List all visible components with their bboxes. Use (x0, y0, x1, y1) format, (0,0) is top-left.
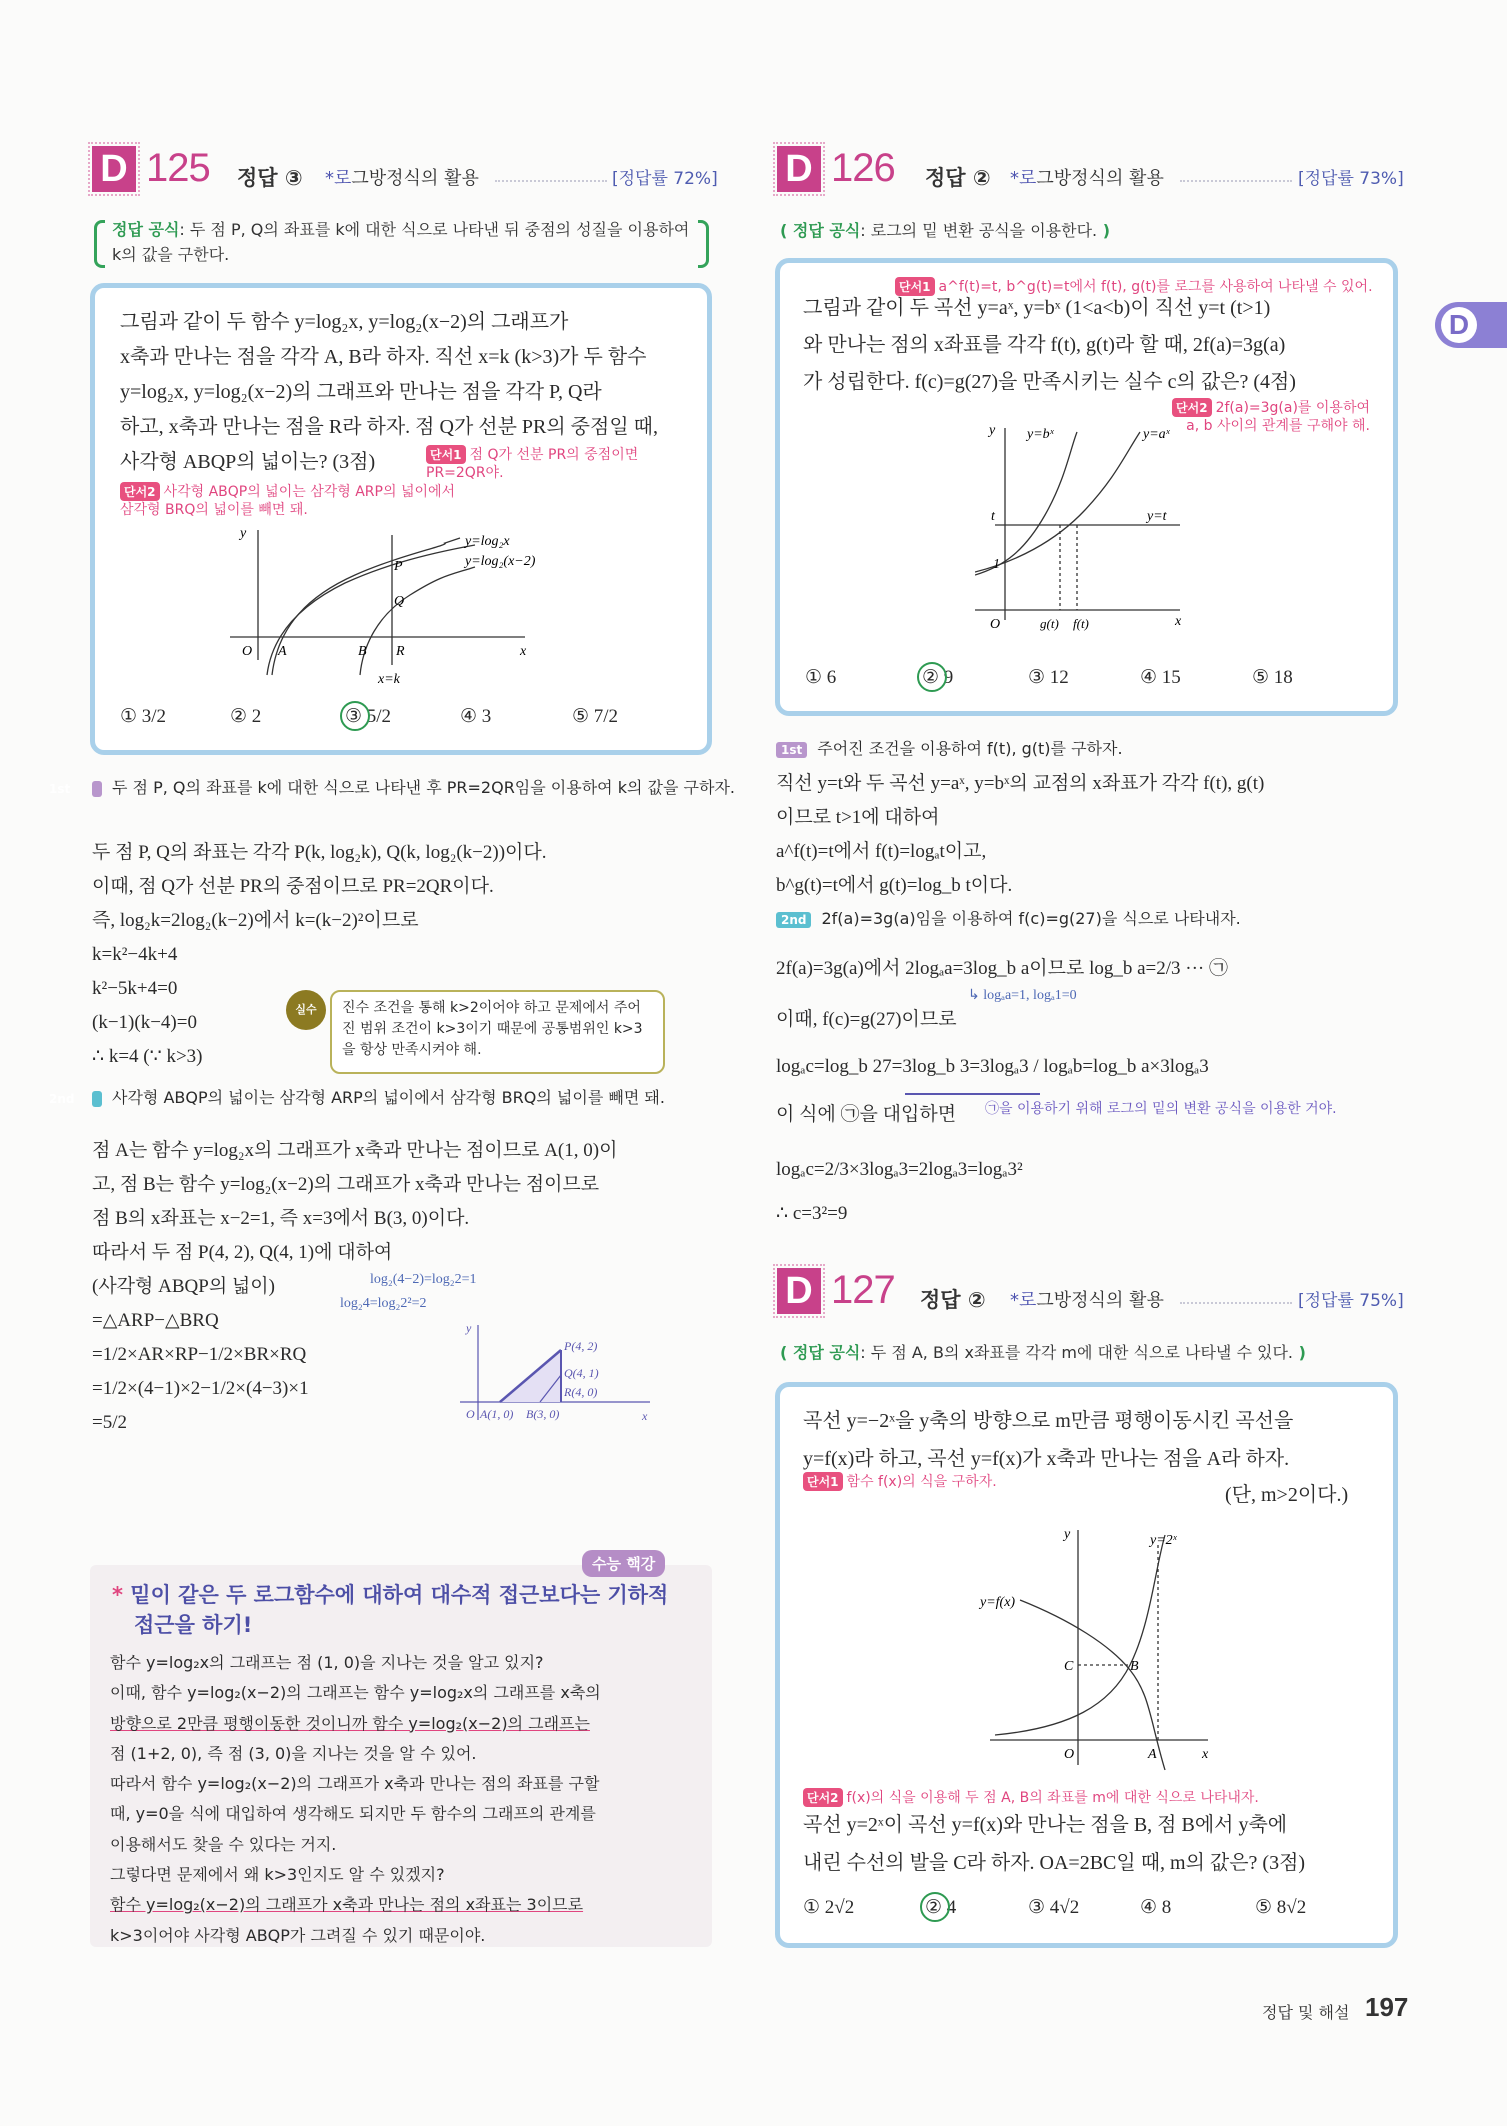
label-y-eq-t: y=t (1147, 509, 1167, 524)
label-y: y (240, 526, 247, 541)
problem-line: 그림과 같이 두 곡선 y=aˣ, y=bˣ (1<a<b)이 직선 y=t (t>1) (803, 297, 1271, 319)
solution-step-2 (49, 1086, 760, 1109)
answer-choices (0, 705, 720, 735)
answer-formula (112, 217, 697, 267)
formula-label: 정답 공식 (792, 1343, 861, 1362)
solution-line: (사각형 ABQP의 넓이) (92, 1276, 275, 1297)
label-q: Q (394, 594, 405, 609)
asterisk-icon: * (112, 1583, 123, 1607)
topic-label: *로그방정식의 활용 (325, 168, 479, 189)
choice-3[interactable]: ③ 12 (1028, 667, 1069, 688)
solution-line: 이때, f(c)=g(27)이므로 (776, 1009, 957, 1030)
label-b: B (1130, 1659, 1139, 1674)
choice-4[interactable]: ④ 8 (1140, 1897, 1172, 1918)
hint-1 (803, 1472, 997, 1491)
hint-text-1: 2f(a)=3g(a)를 이용하여 (1215, 400, 1370, 416)
label-a: A(1, 0) (480, 1407, 514, 1421)
choice-2-selected[interactable]: ② 4 (925, 1897, 957, 1918)
solution-step-1 (49, 776, 760, 799)
label-q: Q(4, 1) (564, 1366, 599, 1380)
choice-4[interactable]: ④ 15 (1140, 667, 1181, 688)
label-x: x (1175, 614, 1182, 629)
exp-graph-127 (960, 1520, 1220, 1775)
formula-label: 정답 공식 (112, 220, 180, 239)
label-c: C (1064, 1659, 1074, 1674)
problem-line: 그림과 같이 두 함수 y=log₂x, y=log₂(x−2)의 그래프가 (120, 311, 569, 333)
chapter-badge: D (777, 146, 821, 192)
curve-log2x-minus2 (360, 567, 475, 675)
step-tag: 1st (92, 781, 102, 797)
formula-text: : 두 점 P, Q의 좌표를 k에 대한 식으로 나타낸 뒤 중점의 성질을 이용하여 k의 값을 구한다. (112, 220, 690, 264)
solution-line: logₐc=log_b 27=3log_b 3=3logₐ3 / logₐb=log_b a×3logₐ3 (776, 1056, 1209, 1077)
problem-line: x축과 만나는 점을 각각 A, B라 하자. 직선 x=k (k>3)가 두 함수 (120, 346, 647, 368)
choice-3-selected[interactable]: ③ 5/2 (345, 706, 392, 727)
solution-line: 두 점 P, Q의 좌표는 각각 P(k, log₂k), Q(k, log₂(k−2))이다. (92, 842, 547, 863)
chapter-badge: D (92, 146, 136, 192)
core-title (112, 1580, 694, 1640)
step-text: 사각형 ABQP의 넓이는 삼각형 ARP의 넓이에서 삼각형 BRQ의 넓이를 빼면 돼. (112, 1088, 665, 1107)
label-y: y (1064, 1527, 1071, 1542)
hint-2 (120, 482, 460, 519)
topic-label: *로그방정식의 활용 (1010, 1290, 1164, 1311)
bracket-right (698, 220, 709, 268)
label-2-x: y=2ˣ (1150, 1533, 1177, 1548)
answer-label: 정답 ② (920, 1288, 986, 1312)
mistake-icon: 실수 (286, 990, 326, 1030)
solution-line: =5/2 (92, 1412, 127, 1433)
label-x: x (642, 1409, 648, 1423)
problem-text (803, 1402, 1293, 1478)
problem-line: y=f(x)라 하고, 곡선 y=f(x)가 x축과 만나는 점을 A라 하자. (803, 1448, 1290, 1470)
problem-number: 126 (831, 146, 895, 190)
solution-lines-1 (776, 767, 1264, 903)
hint-1 (426, 445, 656, 482)
solution-line: =△ARP−△BRQ (92, 1310, 219, 1331)
step-text: 주어진 조건을 이용하여 f(t), g(t)를 구하자. (817, 739, 1123, 758)
problem-text (803, 290, 1296, 401)
answer-formula: ( 정답 공식: 로그의 밑 변환 공식을 이용한다. ) (780, 221, 1111, 240)
solution-line: 고, 점 B는 함수 y=log₂(x−2)의 그래프가 x축과 만나는 점이므로 (92, 1174, 600, 1195)
hint-tag: 단서2 (803, 1788, 843, 1807)
label-y-ax: y=aˣ (1143, 427, 1170, 442)
solution-line: (k−1)(k−4)=0 (92, 1012, 197, 1033)
label-1: 1 (993, 557, 1000, 572)
label-o: O (242, 644, 253, 659)
exp-graph-126 (975, 420, 1205, 635)
choice-1[interactable]: ① 2√2 (803, 1897, 855, 1918)
solution-line: 2f(a)=3g(a)에서 2logₐa=3log_b a이므로 log_b a=2/3 ··· ㉠ (776, 958, 1229, 979)
core-line: 이용해서도 찾을 수 있다는 거지. (110, 1834, 337, 1854)
hint-text: 점 Q가 선분 PR의 중점이면 PR=2QR야. (426, 447, 639, 481)
solution-line: =1/2×(4−1)×2−1/2×(4−3)×1 (92, 1378, 309, 1399)
footer-label: 정답 및 해설 (1262, 2003, 1350, 2022)
choice-1[interactable]: ① 3/2 (120, 706, 167, 727)
solution-line: ∴ k=4 (∵ k>3) (92, 1046, 203, 1067)
solution-line: 이때, 점 Q가 선분 PR의 중점이므로 PR=2QR이다. (92, 876, 494, 897)
label-t: t (991, 509, 995, 524)
hint-tag: 단서1 (426, 445, 466, 464)
bracket-left (94, 220, 105, 268)
step-tag: 1st (776, 742, 807, 758)
label-y: y (466, 1321, 472, 1335)
problem-line: 사각형 ABQP의 넓이는? (3점) (120, 451, 376, 473)
chapter-letter: D (1441, 307, 1477, 343)
label-o: O (990, 617, 1001, 632)
solution-step-2 (776, 907, 1241, 930)
choice-3[interactable]: ③ 4√2 (1028, 1897, 1080, 1918)
core-line: 방향으로 2만큼 평행이동한 것이니까 함수 y=log₂(x−2)의 그래프는 (110, 1713, 590, 1733)
solution-line: k²−5k+4=0 (92, 978, 178, 999)
label-x: x (520, 644, 527, 659)
correct-rate: [정답률 72%] (612, 169, 718, 189)
note-q-value: log₂(4−2)=log₂2=1 (370, 1272, 477, 1287)
page-number: 197 (1365, 1992, 1409, 2022)
choice-1[interactable]: ① 6 (805, 667, 837, 688)
label-gt: g(t) (1040, 616, 1059, 631)
core-line: 점 (1+2, 0), 즉 점 (3, 0)을 지나는 것을 알 수 있어. (110, 1743, 477, 1763)
step-text: 2f(a)=3g(a)임을 이용하여 f(c)=g(27)을 식으로 나타내자. (821, 909, 1241, 928)
solution-line: b^g(t)=t에서 g(t)=log_b t이다. (776, 875, 1013, 896)
hint-tag: 단서2 (120, 482, 160, 501)
solution-line: 점 B의 x좌표는 x−2=1, 즉 x=3에서 B(3, 0)이다. (92, 1208, 470, 1229)
choice-4[interactable]: ④ 3 (460, 706, 492, 727)
hint-text-2: a, b 사이의 관계를 구해야 해. (1186, 418, 1370, 434)
core-title-text: 밑이 같은 두 로그함수에 대하여 대수적 접근보다는 기하적 접근을 하기! (130, 1583, 669, 1637)
label-p: P(4, 2) (564, 1339, 598, 1353)
hint-text: f(x)의 식을 이용해 두 점 A, B의 좌표를 m에 대한 식으로 나타내자. (846, 1790, 1259, 1806)
hint-text: a^f(t)=t, b^g(t)=t에서 f(t), g(t)를 로그를 사용하여 나타낼 수 있어. (938, 279, 1373, 295)
label-y-bx: y=bˣ (1027, 427, 1054, 442)
hint-2 (803, 1788, 1259, 1807)
label-o: O (466, 1407, 475, 1421)
solution-step-1 (776, 737, 1123, 760)
problem-line: 내린 수선의 발을 C라 하자. OA=2BC일 때, m의 값은? (3점) (803, 1852, 1306, 1874)
topic-label: *로그방정식의 활용 (1010, 168, 1164, 189)
formula-text: : 두 점 A, B의 x좌표를 각각 m에 대한 식으로 나타낼 수 있다. (860, 1343, 1293, 1362)
curve-a-x (975, 432, 1140, 572)
label-ft: f(t) (1073, 616, 1089, 631)
label-a: A (278, 644, 287, 659)
chapter-badge: D (777, 1268, 821, 1314)
core-line: 함수 y=log₂x의 그래프는 점 (1, 0)을 지나는 것을 알고 있지? (110, 1653, 544, 1672)
problem-text-2 (803, 1806, 1305, 1882)
step-text: 두 점 P, Q의 좌표를 k에 대한 식으로 나타낸 후 PR=2QR임을 이용하여 k의 값을 구하자. (112, 778, 735, 797)
divider (1180, 180, 1292, 182)
note-log-identity: ↳ logₐa=1, logₐ1=0 (968, 988, 1077, 1003)
problem-line: 하고, x축과 만나는 점을 R라 하자. 점 Q가 선분 PR의 중점일 때, (120, 416, 658, 438)
divider (495, 180, 607, 182)
solution-line: 이므로 t>1에 대하여 (776, 807, 940, 828)
label-f-x: y=f(x) (980, 1595, 1016, 1610)
label-x: x (1202, 1747, 1209, 1762)
core-line: k>3이어야 사각형 ABQP가 그려질 수 있기 때문이야. (110, 1925, 486, 1945)
label-o: O (1064, 1747, 1075, 1762)
correct-rate: [정답률 73%] (1298, 169, 1404, 189)
formula-label: 정답 공식 (792, 221, 861, 240)
divider (1180, 1302, 1292, 1304)
hint-text: 사각형 ABQP의 넓이는 삼각형 ARP의 넓이에서 삼각형 BRQ의 넓이를 빼면 돼. (120, 484, 456, 518)
core-line: 때, y=0을 식에 대입하여 생각해도 되지만 두 함수의 그래프의 관계를 (110, 1804, 596, 1824)
label-log2x-minus2: y=log₂(x−2) (465, 554, 536, 569)
problem-line: 곡선 y=2ˣ이 곡선 y=f(x)와 만나는 점을 B, 점 B에서 y축에 (803, 1814, 1288, 1836)
answer-label: 정답 ② (925, 166, 991, 190)
choice-5[interactable]: ⑤ 18 (1252, 667, 1293, 688)
core-line: 따라서 함수 y=log₂(x−2)의 그래프가 x축과 만나는 점의 좌표를 구할 (110, 1774, 600, 1794)
answer-label: 정답 ③ (237, 166, 303, 190)
step-tag: 2nd (92, 1091, 102, 1107)
answer-choices (0, 666, 1400, 696)
label-b: B (358, 644, 367, 659)
hint-tag: 단서1 (895, 277, 935, 296)
label-p: P (394, 559, 403, 574)
solution-line: k=k²−4k+4 (92, 944, 178, 965)
hint-tag: 단서1 (803, 1472, 843, 1491)
correct-rate: [정답률 75%] (1298, 1291, 1404, 1311)
curve-f-x (1020, 1600, 1165, 1770)
problem-number: 125 (146, 146, 210, 190)
choice-2[interactable]: ② 2 (230, 706, 262, 727)
hint-text: 함수 f(x)의 식을 구하자. (846, 1474, 997, 1490)
core-line: 이때, 함수 y=log₂(x−2)의 그래프는 함수 y=log₂x의 그래프를 x축의 (110, 1683, 601, 1703)
note-base-change: ㉠을 이용하기 위해 로그의 밑의 변환 공식을 이용한 거야. (985, 1101, 1337, 1117)
hint-tag: 단서2 (1172, 398, 1212, 417)
solution-line: 이 식에 ㉠을 대입하면 (776, 1104, 957, 1125)
core-lecture-tag: 수능 핵강 (582, 1550, 665, 1577)
step-tag: 2nd (776, 912, 811, 928)
core-line: 함수 y=log₂(x−2)의 그래프가 x축과 만나는 점의 x좌표는 3이므로 (110, 1895, 584, 1915)
problem-line: y=log₂x, y=log₂(x−2)의 그래프와 만나는 점을 각각 P, Q라 (120, 381, 602, 403)
choice-5[interactable]: ⑤ 7/2 (572, 706, 619, 727)
label-r: R (396, 644, 405, 659)
solution-line: =1/2×AR×RP−1/2×BR×RQ (92, 1344, 307, 1365)
curve-2-x (995, 1535, 1165, 1735)
problem-line: 와 만나는 점의 x좌표를 각각 f(t), g(t)라 할 때, 2f(a)=3g(a) (803, 334, 1286, 356)
problem-line: 가 성립한다. f(c)=g(27)을 만족시키는 실수 c의 값은? (4점) (803, 371, 1296, 393)
label-x-eq-k: x=k (378, 672, 400, 687)
area-diagram (460, 1320, 660, 1430)
solution-line: 점 A는 함수 y=log₂x의 그래프가 x축과 만나는 점이므로 A(1, 0)이 (92, 1140, 618, 1161)
core-line: 그렇다면 문제에서 왜 k>3인지도 알 수 있겠지? (110, 1865, 445, 1885)
solution-line: a^f(t)=t에서 f(t)=logₐt이고, (776, 841, 987, 862)
problem-line: 곡선 y=−2ˣ을 y축의 방향으로 m만큼 평행이동시킨 곡선을 (803, 1410, 1294, 1432)
label-b: B(3, 0) (526, 1407, 560, 1421)
solution-line: 따라서 두 점 P(4, 2), Q(4, 1)에 대하여 (92, 1242, 393, 1263)
underline (905, 1093, 1040, 1095)
label-a: A (1148, 1747, 1157, 1762)
solution-line: 즉, log₂k=2log₂(k−2)에서 k=(k−2)²이므로 (92, 910, 419, 931)
answer-choices (0, 1896, 1400, 1926)
label-y: y (989, 423, 996, 438)
solution-line: 직선 y=t와 두 곡선 y=aˣ, y=bˣ의 교점의 x좌표가 각각 f(t), g(t) (776, 773, 1265, 794)
problem-number: 127 (831, 1268, 895, 1312)
note-p-value: log₂4=log₂2²=2 (340, 1296, 427, 1311)
answer-formula: ( 정답 공식: 두 점 A, B의 x좌표를 각각 m에 대한 식으로 나타낼 수 있다. ) (780, 1343, 1306, 1362)
choice-2-selected[interactable]: ② 9 (922, 667, 954, 688)
choice-5[interactable]: ⑤ 8√2 (1255, 1897, 1307, 1918)
label-r: R(4, 0) (564, 1385, 598, 1399)
chapter-side-tab[interactable] (1435, 302, 1507, 348)
mistake-note: 진수 조건을 통해 k>2이어야 하고 문제에서 주어진 범위 조건이 k>3이기 때문에 공통범위인 k>3을 항상 만족시켜야 해. (330, 990, 665, 1074)
solution-line: ∴ c=3²=9 (776, 1203, 848, 1224)
formula-text: : 로그의 밑 변환 공식을 이용한다. (860, 221, 1098, 240)
problem-condition: (단, m>2이다.) (1225, 1484, 1349, 1506)
label-log2x: y=log₂x (465, 534, 510, 549)
solution-line: logₐc=2/3×3logₐ3=2logₐ3=logₐ3² (776, 1159, 1023, 1180)
